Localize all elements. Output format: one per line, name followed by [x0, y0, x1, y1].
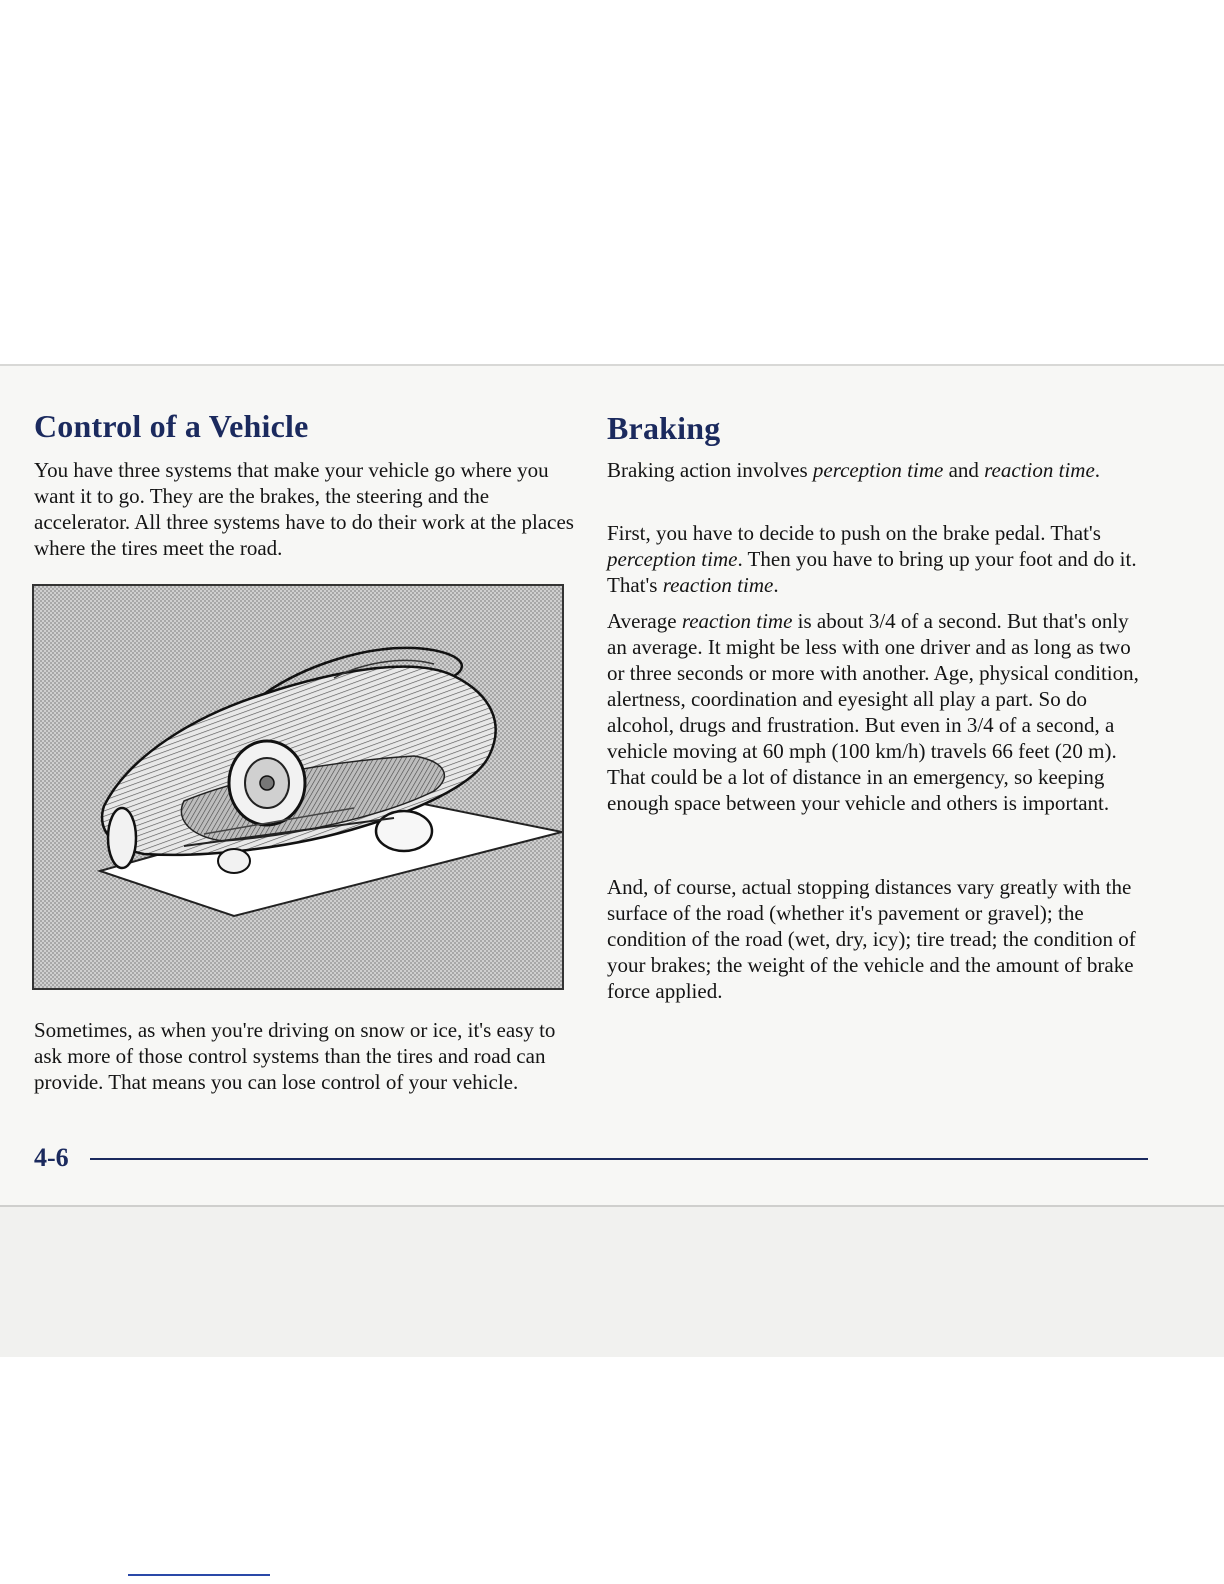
- control-closing-paragraph: Sometimes, as when you're driving on snow or ice, it's easy to ask more of those control systems than the tires and road can provide. That means you can lose control of your vehicle.: [34, 1018, 556, 1094]
- page-number: 4-6: [34, 1143, 69, 1172]
- control-intro-paragraph: You have three systems that make your vehicle go where you want it to go. They are the brakes, the steering and the accelerator. All three systems have to do their work at the places where the tires meet the road.: [34, 458, 574, 560]
- braking-paragraph-4: And, of course, actual stopping distances vary greatly with the surface of the road (whether it's pavement or gravel); the condition of the road (wet, dry, icy); tire tread; the condition of your brakes; the weight of the vehicle and the amount of brake force applied.: [607, 875, 1136, 1003]
- scan-lower-band: [0, 1205, 1224, 1357]
- braking-heading: Braking: [607, 410, 721, 446]
- footer-rule: [90, 1158, 1148, 1160]
- braking-paragraph-3: Average reaction time is about 3/4 of a second. But that's only an average. It might be less with one driver and as long as two or three seconds or more with another. Age, physical condition, alertness, coordination and eyesight all play a part. So do alcohol, drugs and frustration. But even in 3/4 of a second, a vehicle moving at 60 mph (100 km/h) travels 66 feet (20 m). That could be a lot of distance in an emergency, so keeping enough space between your vehicle and others is important.: [607, 609, 1139, 815]
- vehicle-tire-contact-illustration: [32, 584, 564, 990]
- car-on-road-patch-drawing: [34, 586, 562, 988]
- control-heading: Control of a Vehicle: [34, 408, 309, 444]
- bottom-link-underline: [128, 1574, 270, 1576]
- braking-paragraph-1: Braking action involves perception time and reaction time.: [607, 458, 1101, 482]
- braking-paragraph-2: First, you have to decide to push on the brake pedal. That's perception time. Then you have to bring up your foot and do it. That's reaction time.: [607, 521, 1137, 597]
